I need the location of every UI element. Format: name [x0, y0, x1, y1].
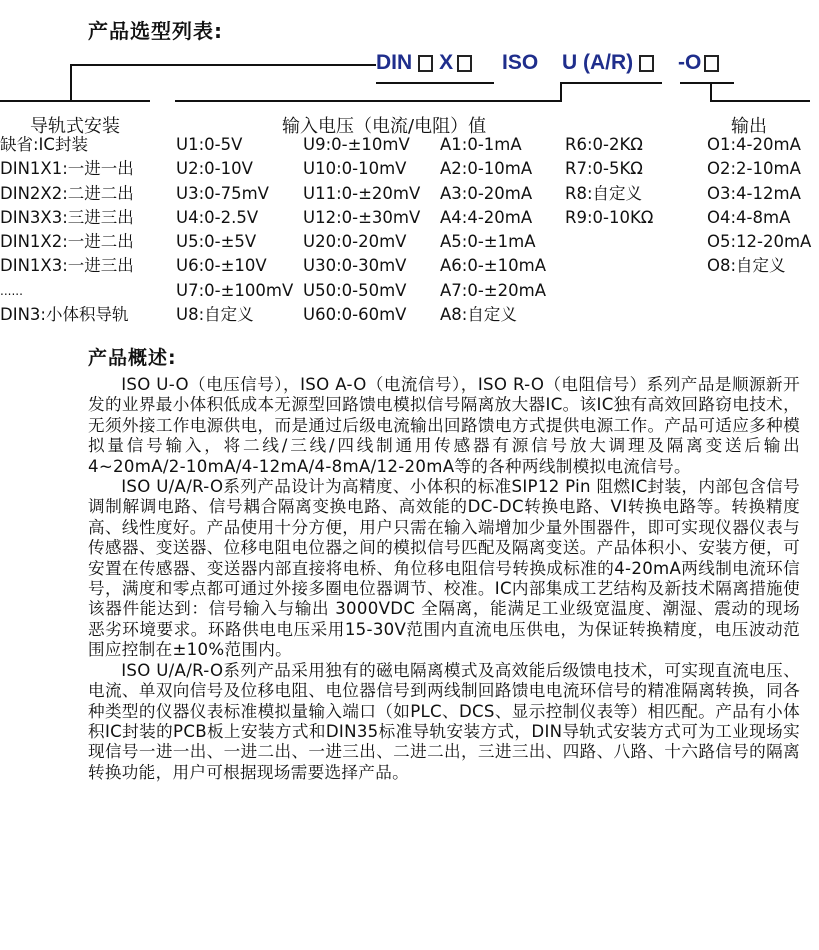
list-item: A2:0-10mA — [440, 159, 533, 179]
list-item: DIN1X3:一进三出 — [0, 256, 134, 276]
o-list — [707, 133, 811, 279]
code-x-label: X — [439, 51, 454, 74]
u-connector-drop — [560, 82, 562, 101]
code-u-label: U (A/R) — [562, 51, 634, 74]
code-din — [376, 48, 474, 78]
list-item: O2:2-10mA — [707, 159, 801, 179]
din-underline — [376, 82, 494, 84]
u-list-2 — [303, 133, 420, 327]
list-item: DIN1X1:一进一出 — [0, 159, 134, 179]
output-bracket-line — [710, 100, 810, 102]
overview-paragraph: ISO U/A/R-O系列产品设计为高精度、小体积的标准SIP12 Pin 阻燃IC封装，内部包含信号调制解调电路、信号耦合隔离变换电路、高效能的DC-DC转换电路、VI转换电路等。转换精度高、线性度好。产品使用十分方便，用户只需在输入端增加少量外围器件，即可实现仪器仪表与传感器、变送器、位移电阻电位器之间的模拟信号匹配及隔离变送。产品体积小、安装方便，可安置在传感器、变送器内部直接将电桥、角位移电阻信号转换成标准的4-20mA两线制电流环信号，满度和零点都可通过外接多圈电位器调节、校准。IC内部集成工艺结构及新技术隔离措施使该器件能达到：信号输入与输出 3000VDC 全隔离，能满足工业级宽温度、潮湿、震动的现场恶劣环境要求。环路供电电压采用15-30V范围内直流电压供电，为保证转换精度，电压波动范围应控制在±10%范围内。 — [88, 477, 800, 660]
overview-text — [88, 375, 800, 783]
list-item: U2:0-10V — [176, 159, 253, 179]
rail-list — [0, 133, 134, 327]
x-box-icon — [457, 55, 472, 72]
code-o-label: -O — [678, 51, 702, 74]
a-list — [440, 133, 546, 327]
list-item: R6:0-2KΩ — [565, 135, 643, 154]
list-item: U60:0-60mV — [303, 305, 407, 325]
list-item: A3:0-20mA — [440, 183, 533, 203]
rail-connector-drop — [70, 64, 72, 101]
list-item: U7:0-±100mV — [176, 280, 294, 300]
o-connector-drop — [710, 82, 712, 101]
list-item: U20:0-20mV — [303, 232, 407, 252]
o-box-icon — [704, 55, 719, 72]
u-underline — [560, 82, 662, 84]
overview-paragraph: ISO U-O（电压信号），ISO A-O（电流信号），ISO R-O（电阻信号）系列产品是顺源新开发的业界最小体积低成本无源型回路馈电模拟信号隔离放大器IC。该IC独有高效回路窃电技术，无须外接工作电源供电，而是通过后级电流输出回路馈电方式提供电源工作。产品可适应多种模拟量信号输入，将二线/三线/四线制通用传感器有源信号放大调理及隔离变送后输出4~20mA/2-10mA/4-12mA/4-8mA/12-20mA等的各种两线制模拟电流信号。 — [88, 375, 800, 476]
list-item: R7:0-5KΩ — [565, 159, 643, 179]
selection-title: 产品选型列表: — [88, 19, 223, 43]
list-item: A5:0-±1mA — [440, 232, 536, 252]
overview-title: 产品概述: — [88, 347, 177, 369]
list-item: U12:0-±30mV — [303, 207, 421, 227]
list-item: U4:0-2.5V — [176, 207, 259, 227]
list-item: DIN3:小体积导轨 — [0, 305, 129, 325]
rail-connector-line — [70, 64, 376, 66]
list-item: U11:0-±20mV — [303, 183, 421, 203]
list-item: O8:自定义 — [707, 256, 786, 276]
list-item: U8:自定义 — [176, 305, 254, 325]
din-box-icon — [418, 55, 433, 72]
u-list-1 — [176, 133, 293, 327]
overview-paragraph: ISO U/A/R-O系列产品采用独有的磁电隔离模式及高效能后级馈电技术，可实现直流电压、电流、单双向信号及位移电阻、电位器信号到两线制回路馈电电流环信号的精准隔离转换，同各种类型的仪器仪表标准模拟量输入端口（如PLC、DCS、显示控制仪表等）相匹配。产品有小体积IC封装的PCB板上安装方式和DIN35标准导轨安装方式，DIN导轨式安装方式可为工业现场实现信号一进一出、一进二出、一进三出、二进二出，三进三出、四路、八路、十六路信号的隔离转换功能，用户可根据现场需要选择产品。 — [88, 660, 800, 782]
list-item: A1:0-1mA — [440, 135, 522, 154]
list-item: O5:12-20mA — [707, 232, 812, 252]
u-box-icon — [639, 55, 654, 72]
o-underline — [680, 82, 734, 84]
code-iso-label: ISO — [502, 51, 539, 74]
list-item: DIN3X3:三进三出 — [0, 207, 134, 227]
list-item: O4:4-8mA — [707, 207, 791, 227]
list-item: O1:4-20mA — [707, 135, 801, 154]
code-iso — [502, 48, 538, 78]
r-list — [565, 133, 653, 230]
list-item: U10:0-10mV — [303, 159, 407, 179]
list-item: U1:0-5V — [176, 135, 243, 154]
list-item: U6:0-±10V — [176, 256, 267, 276]
input-header: 输入电压（电流/电阻）值 — [282, 116, 487, 137]
output-header: 输出 — [731, 116, 767, 137]
list-item: DIN1X2:一进二出 — [0, 232, 134, 252]
list-item: U9:0-±10mV — [303, 135, 410, 154]
list-item: A6:0-±10mA — [440, 256, 546, 276]
list-item: ...... — [0, 283, 23, 298]
rail-bracket-line — [0, 100, 150, 102]
input-bracket-line — [175, 100, 562, 102]
list-item: O3:4-12mA — [707, 183, 801, 203]
list-item: R9:0-10KΩ — [565, 207, 654, 227]
list-item: U5:0-±5V — [176, 232, 257, 252]
code-o — [678, 48, 721, 78]
list-item: A4:4-20mA — [440, 207, 533, 227]
code-din-label: DIN — [376, 51, 413, 74]
list-item: A8:自定义 — [440, 305, 517, 325]
list-item: 缺省:IC封装 — [0, 135, 88, 154]
list-item: U50:0-50mV — [303, 280, 407, 300]
code-u — [562, 48, 656, 78]
list-item: U3:0-75mV — [176, 183, 269, 203]
list-item: U30:0-30mV — [303, 256, 407, 276]
list-item: A7:0-±20mA — [440, 280, 546, 300]
list-item: R8:自定义 — [565, 183, 643, 203]
list-item: DIN2X2:二进二出 — [0, 183, 134, 203]
rail-header: 导轨式安装 — [30, 116, 120, 137]
